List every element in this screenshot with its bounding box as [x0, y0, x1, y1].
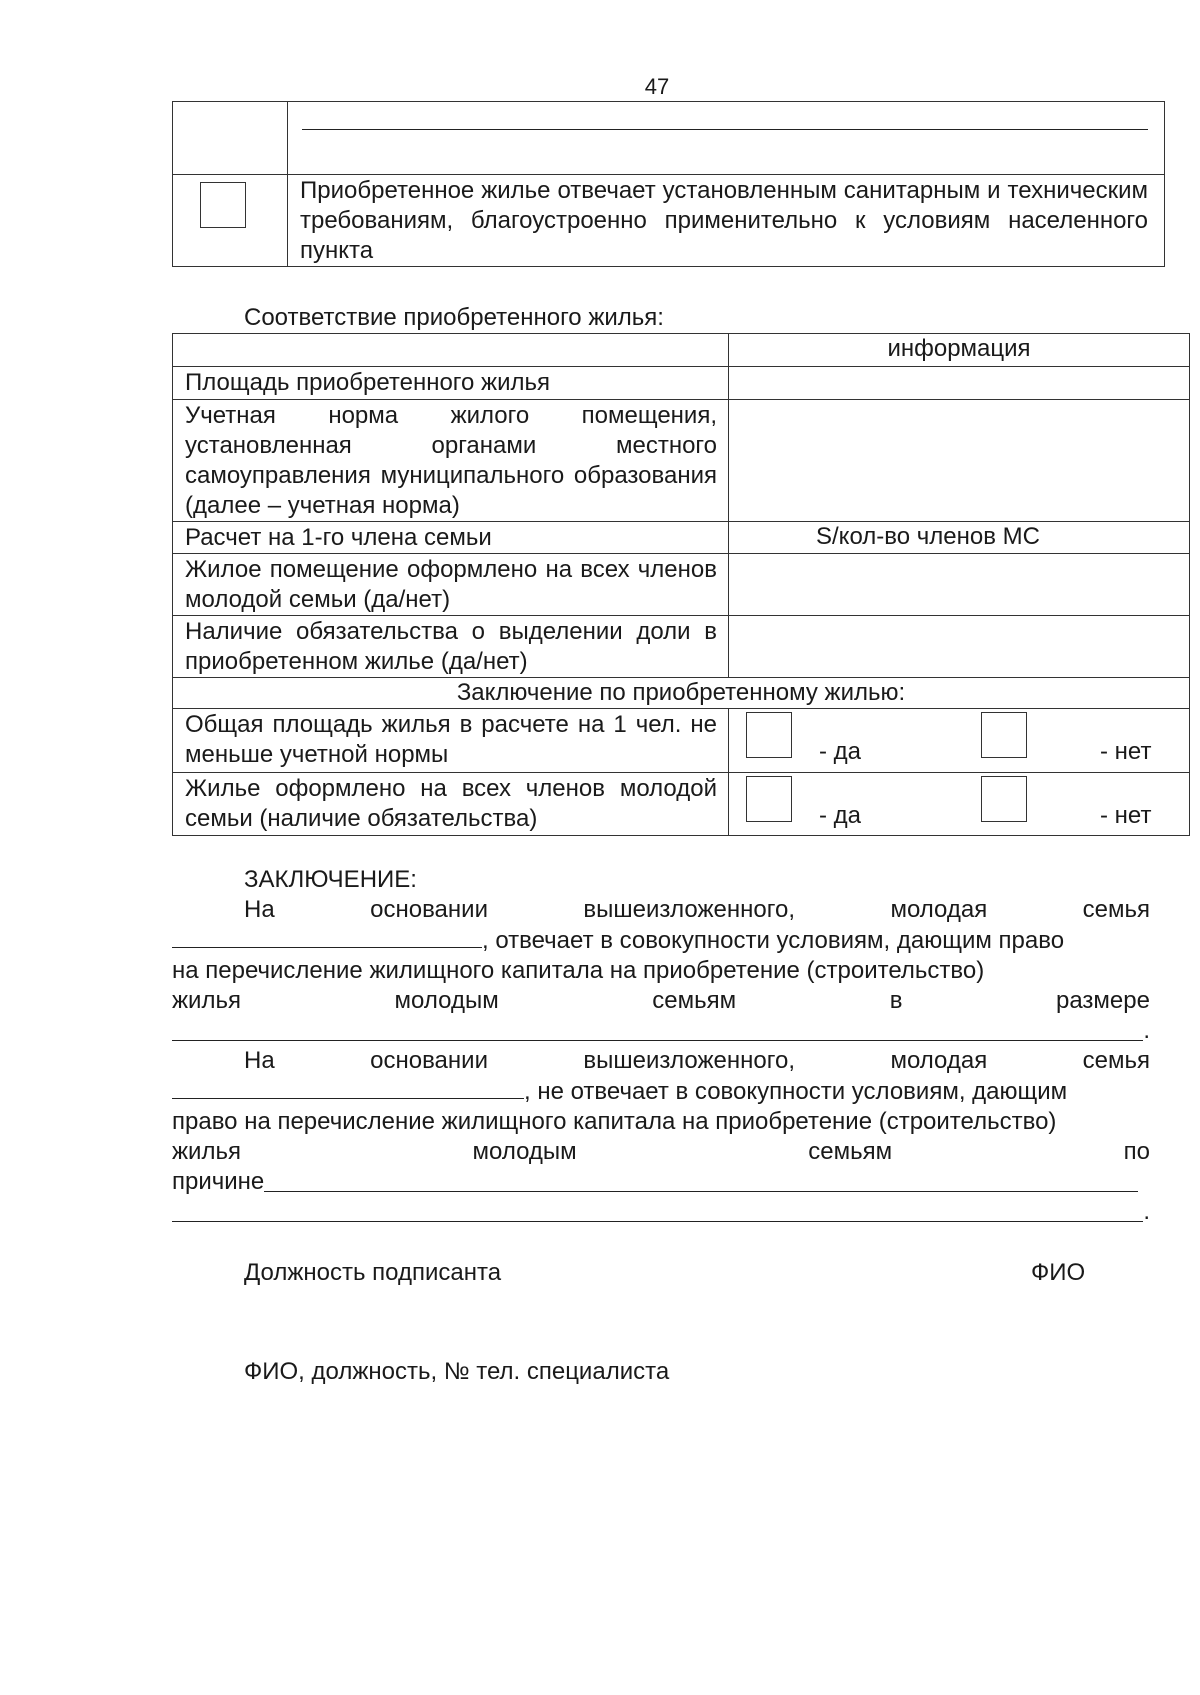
reason-label: причине: [172, 1168, 265, 1195]
word: вышеизложенного,: [583, 896, 795, 923]
row-value-area: [729, 367, 1190, 400]
check-label-area: Общая площадь жилья в расчете на 1 чел. не меньше учетной нормы: [173, 709, 729, 773]
negative-line2: , не отвечает в совокупности условиям, дающим: [524, 1078, 1068, 1105]
row-value-registered: [729, 554, 1190, 616]
word: жилья: [172, 987, 241, 1014]
housing-status-table: [172, 101, 1165, 267]
signer-position: Должность подписанта: [244, 1259, 502, 1286]
row-value-per-member: S/кол-во членов МС: [729, 522, 1190, 554]
row-label-norm: Учетная норма жилого помещения, установленная органами местного самоуправления муниципального образования (далее – учетная норма): [173, 400, 729, 522]
word: размере: [1056, 987, 1150, 1014]
row-label-per-member: Расчет на 1-го члена семьи: [173, 522, 729, 554]
word: семьям: [808, 1138, 893, 1165]
blank-box-cell: [173, 102, 288, 175]
word: семья: [1082, 896, 1150, 923]
check-choice-registered: [729, 773, 1190, 836]
positive-line2: , отвечает в совокупности условиям, дающим право: [482, 927, 1065, 954]
conclusion-heading: ЗАКЛЮЧЕНИЕ:: [244, 866, 417, 893]
row-label-obligation: Наличие обязательства о выделении доли в приобретенном жилье (да/нет): [173, 616, 729, 678]
family-name-blank[interactable]: [172, 1076, 524, 1099]
check-label-registered: Жилье оформлено на всех членов молодой семьи (наличие обязательства): [173, 773, 729, 836]
word: основании: [370, 896, 488, 923]
family-name-blank[interactable]: [172, 925, 482, 948]
blank-fill-line: [302, 129, 1148, 130]
period: .: [1143, 1198, 1150, 1225]
word: молодая: [890, 896, 988, 923]
reason-blank-line[interactable]: [264, 1169, 1138, 1192]
word: семья: [1082, 1047, 1150, 1074]
registered-yes-checkbox[interactable]: [746, 776, 792, 822]
page-number: 47: [644, 74, 670, 99]
word: основании: [370, 1047, 488, 1074]
row-value-obligation: [729, 616, 1190, 678]
negative-conclusion: [172, 1046, 1150, 1227]
reason-blank-line-2[interactable]: [172, 1199, 1143, 1222]
word: На: [244, 896, 275, 923]
area-no-label: - нет: [1100, 738, 1152, 765]
area-no-checkbox[interactable]: [981, 712, 1027, 758]
conformity-heading: Соответствие приобретенного жилья:: [244, 304, 664, 331]
word: семьям: [652, 987, 737, 1014]
housing-requirements-statement: Приобретенное жилье отвечает установленным санитарным и техническим требованиям, благоустроенно применительно к условиям населенного пункта: [300, 177, 1148, 264]
word: вышеизложенного,: [583, 1047, 795, 1074]
area-yes-label: - да: [819, 738, 862, 765]
check-choice-area: [729, 709, 1190, 773]
word: На: [244, 1047, 275, 1074]
word: по: [1123, 1138, 1150, 1165]
amount-blank-line[interactable]: [172, 1018, 1143, 1041]
positive-line3: на перечисление жилищного капитала на приобретение (строительство): [172, 957, 985, 984]
housing-requirements-checkbox[interactable]: [200, 182, 246, 228]
word: жилья: [172, 1138, 241, 1165]
signer-fio: ФИО: [1031, 1259, 1086, 1286]
area-yes-checkbox[interactable]: [746, 712, 792, 758]
positive-conclusion: [172, 895, 1150, 1046]
period: .: [1143, 1017, 1150, 1044]
info-header: информация: [729, 334, 1190, 367]
registered-yes-label: - да: [819, 802, 862, 829]
blank-line-cell: [288, 102, 1165, 175]
row-label-registered: Жилое помещение оформлено на всех членов молодой семьи (да/нет): [173, 554, 729, 616]
registered-no-checkbox[interactable]: [981, 776, 1027, 822]
conclusion-header: Заключение по приобретенному жилью:: [173, 678, 1190, 709]
word: молодая: [890, 1047, 988, 1074]
row-label-area: Площадь приобретенного жилья: [173, 367, 729, 400]
word: молодым: [394, 987, 499, 1014]
statement-checkbox-cell: [173, 175, 288, 267]
statement-cell: [288, 175, 1165, 267]
word: в: [889, 987, 903, 1014]
conformity-table: [172, 333, 1190, 836]
specialist-info: ФИО, должность, № тел. специалиста: [244, 1358, 670, 1385]
word: молодым: [472, 1138, 577, 1165]
negative-line3: право на перечисление жилищного капитала на приобретение (строительство): [172, 1108, 1057, 1135]
row-value-norm: [729, 400, 1190, 522]
conclusion-section: [172, 865, 1150, 1227]
registered-no-label: - нет: [1100, 802, 1152, 829]
empty-header-cell: [173, 334, 729, 367]
